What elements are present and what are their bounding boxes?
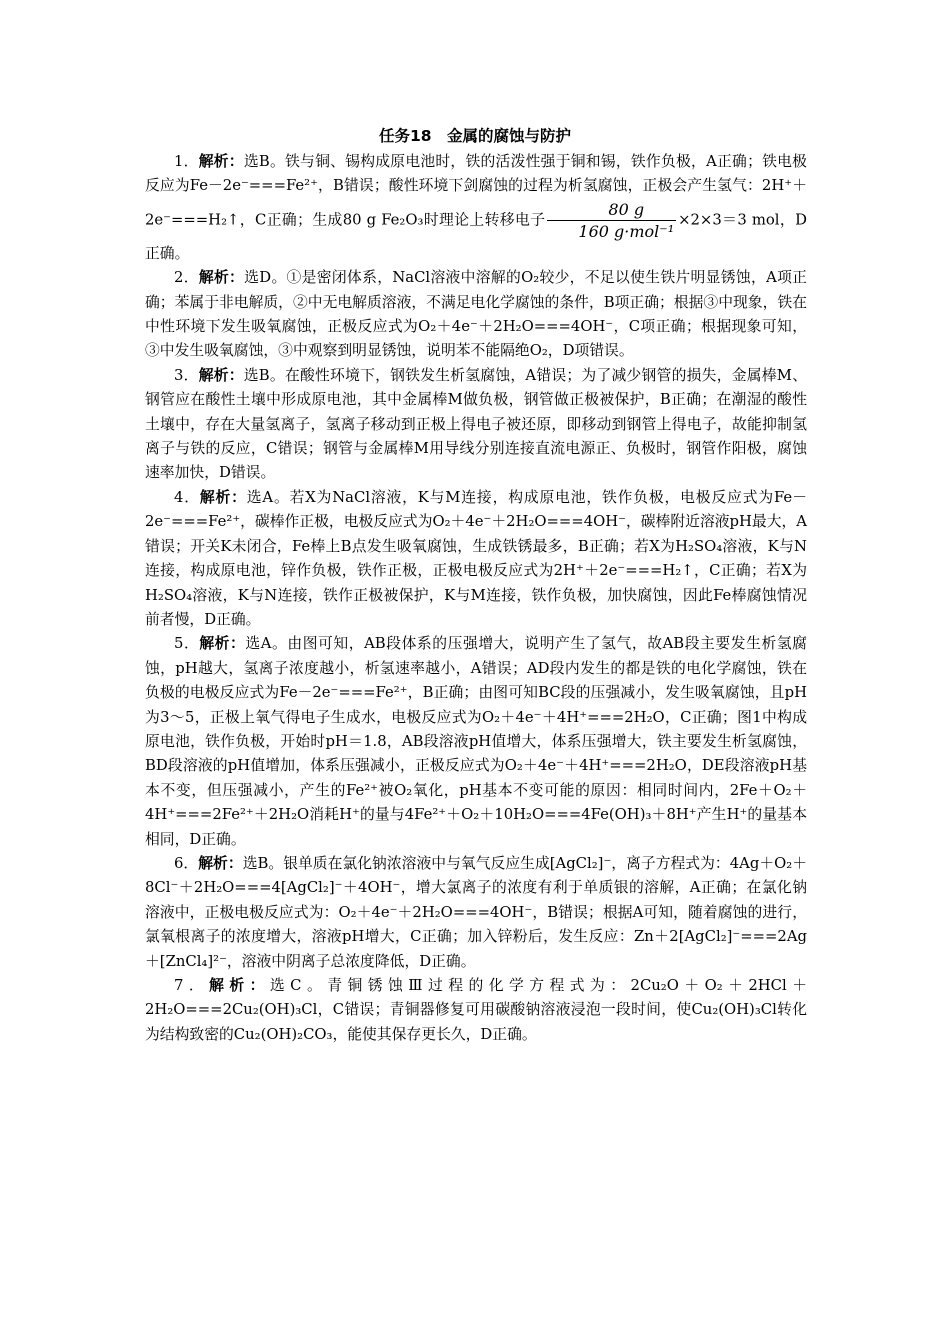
- answer-2: [145, 266, 807, 364]
- answer-label: 解析：: [209, 977, 270, 994]
- answer-7: [145, 974, 807, 1047]
- answer-label: 解析：: [198, 854, 243, 872]
- answer-text-continued: ×2×3＝3 mol，D正确。: [145, 211, 807, 262]
- answer-number: 2．: [174, 269, 199, 287]
- fraction: [547, 199, 676, 242]
- answer-text: 选D。①是密闭体系，NaCl溶液中溶解的O₂较少，不足以使生铁片明显锈蚀，A项正确；苯属于非电解质，②中无电解质溶液，不满足电化学腐蚀的条件，B项正确；根据③中现象，铁在中性环境下发生吸氧腐蚀，正极反应式为O₂＋4e⁻＋2H₂O===4OH⁻，C项正确；根据现象可知，③中发生吸氧腐蚀，③中观察到明显锈蚀，说明苯不能隔绝O₂，D项错误。: [145, 269, 807, 360]
- answer-text: 选A。若X为NaCl溶液，K与M连接，构成原电池，铁作负极，电极反应式为Fe－2e⁻===Fe²⁺，碳棒作正极，电极反应式为O₂＋4e⁻＋2H₂O===4OH⁻，碳棒附近溶液pH最大，A错误；开关K未闭合，Fe棒上B点发生吸氧腐蚀，生成铁锈最多，B正确；若X为H₂SO₄溶液，K与N连接，构成原电池，锌作负极，铁作正极，正极电极反应式为2H⁺＋2e⁻===H₂↑，C正确；若X为H₂SO₄溶液，K与N连接，铁作正极被保护，K与M连接，铁作负极，加快腐蚀，因此Fe棒腐蚀情况前者慢，D正确。: [145, 488, 807, 628]
- answer-number: 7．: [174, 977, 210, 994]
- answer-3: [145, 364, 807, 486]
- answer-text: 选B。铁与铜、锡构成原电池时，铁的活泼性强于铜和锡，铁作负极，A正确；铁电极反应为Fe－2e⁻===Fe²⁺，B错误；酸性环境下剑腐蚀的过程为析氢腐蚀，正极会产生氢气：2H⁺＋2e⁻===H₂↑，C正确；生成80 g Fe₂O₃时理论上转移电子: [145, 153, 807, 229]
- answer-number: 6．: [174, 854, 199, 872]
- answer-number: 3．: [174, 366, 199, 384]
- answer-text: 选C。青铜锈蚀Ⅲ过程的化学方程式为：2Cu₂O＋O₂＋2HCl＋2H₂O===2Cu₂(OH)₃Cl，C错误；青铜器修复可用碳酸钠溶液浸泡一段时间，使Cu₂(OH)₃Cl转化为结构致密的Cu₂(OH)₂CO₃，能使其保存更长久，D正确。: [145, 977, 807, 1043]
- answer-label: 解析：: [198, 366, 244, 384]
- fraction-numerator: 80 g: [547, 199, 676, 221]
- answer-1: [145, 150, 807, 266]
- answer-label: 解析：: [199, 635, 246, 653]
- answer-label: 解析：: [198, 153, 244, 170]
- answer-4: [145, 486, 807, 632]
- answer-label: 解析：: [198, 269, 245, 287]
- answer-label: 解析：: [199, 488, 247, 506]
- answer-list: [145, 150, 807, 1047]
- answer-5: [145, 632, 807, 852]
- answer-number: 4．: [174, 488, 200, 506]
- answer-6: [145, 852, 807, 974]
- answer-number: 1．: [174, 153, 199, 170]
- answer-number: 5．: [174, 635, 200, 653]
- fraction-denominator: 160 g·mol⁻¹: [578, 221, 675, 241]
- answer-text: 选B。在酸性环境下，钢铁发生析氢腐蚀，A错误；为了减少钢管的损失，金属棒M、钢管应在酸性土壤中形成原电池，其中金属棒M做负极，钢管做正极被保护，B正确；在潮湿的酸性土壤中，存在大量氢离子，氢离子移动到正极上得电子被还原，即移动到钢管上得电子，故能抑制氢离子与铁的反应，C错误；钢管与金属棒M用导线分别连接直流电源正、负极时，钢管作阳极，腐蚀速率加快，D错误。: [145, 366, 807, 482]
- page-title: 任务18 金属的腐蚀与防护: [378, 127, 572, 145]
- answer-text: 选B。银单质在氯化钠浓溶液中与氧气反应生成[AgCl₂]⁻，离子方程式为：4Ag＋O₂＋8Cl⁻＋2H₂O===4[AgCl₂]⁻＋4OH⁻，增大氯离子的浓度有利于单质银的溶解，A正确；在氯化钠溶液中，正极电极反应式为：O₂＋4e⁻＋2H₂O===4OH⁻，B错误；根据A可知，随着腐蚀的进行，氯氧根离子的浓度增大，溶液pH增大，C正确；加入锌粉后，发生反应：Zn＋2[AgCl₂]⁻===2Ag＋[ZnCl₄]²⁻，溶液中阴离子总浓度降低，D正确。: [145, 854, 807, 970]
- answer-text: 选A。由图可知，AB段体系的压强增大，说明产生了氢气，故AB段主要发生析氢腐蚀，pH越大，氢离子浓度越小，析氢速率越小，A错误；AD段内发生的都是铁的电化学腐蚀，铁在负极的电极反应式为Fe－2e⁻===Fe²⁺，B正确；由图可知BC段的压强减小，发生吸氧腐蚀，且pH为3～5，正极上氧气得电子生成水，电极反应式为O₂＋4e⁻＋4H⁺===2H₂O，C正确；图1中构成原电池，铁作负极，开始时pH＝1.8，AB段溶液pH值增大，体系压强增大，铁主要发生析氢腐蚀，BD段溶液的pH值增加，体系压强减小，正极反应式为O₂＋4e⁻＋4H⁺===2H₂O，DE段溶液pH基本不变，但压强减小，产生的Fe²⁺被O₂氧化，pH基本不变可能的原因：相同时间内，2Fe＋O₂＋4H⁺===2Fe²⁺＋2H₂O消耗H⁺的量与4Fe²⁺＋O₂＋10H₂O===4Fe(OH)₃＋8H⁺产生H⁺的量基本相同，D正确。: [145, 635, 807, 848]
